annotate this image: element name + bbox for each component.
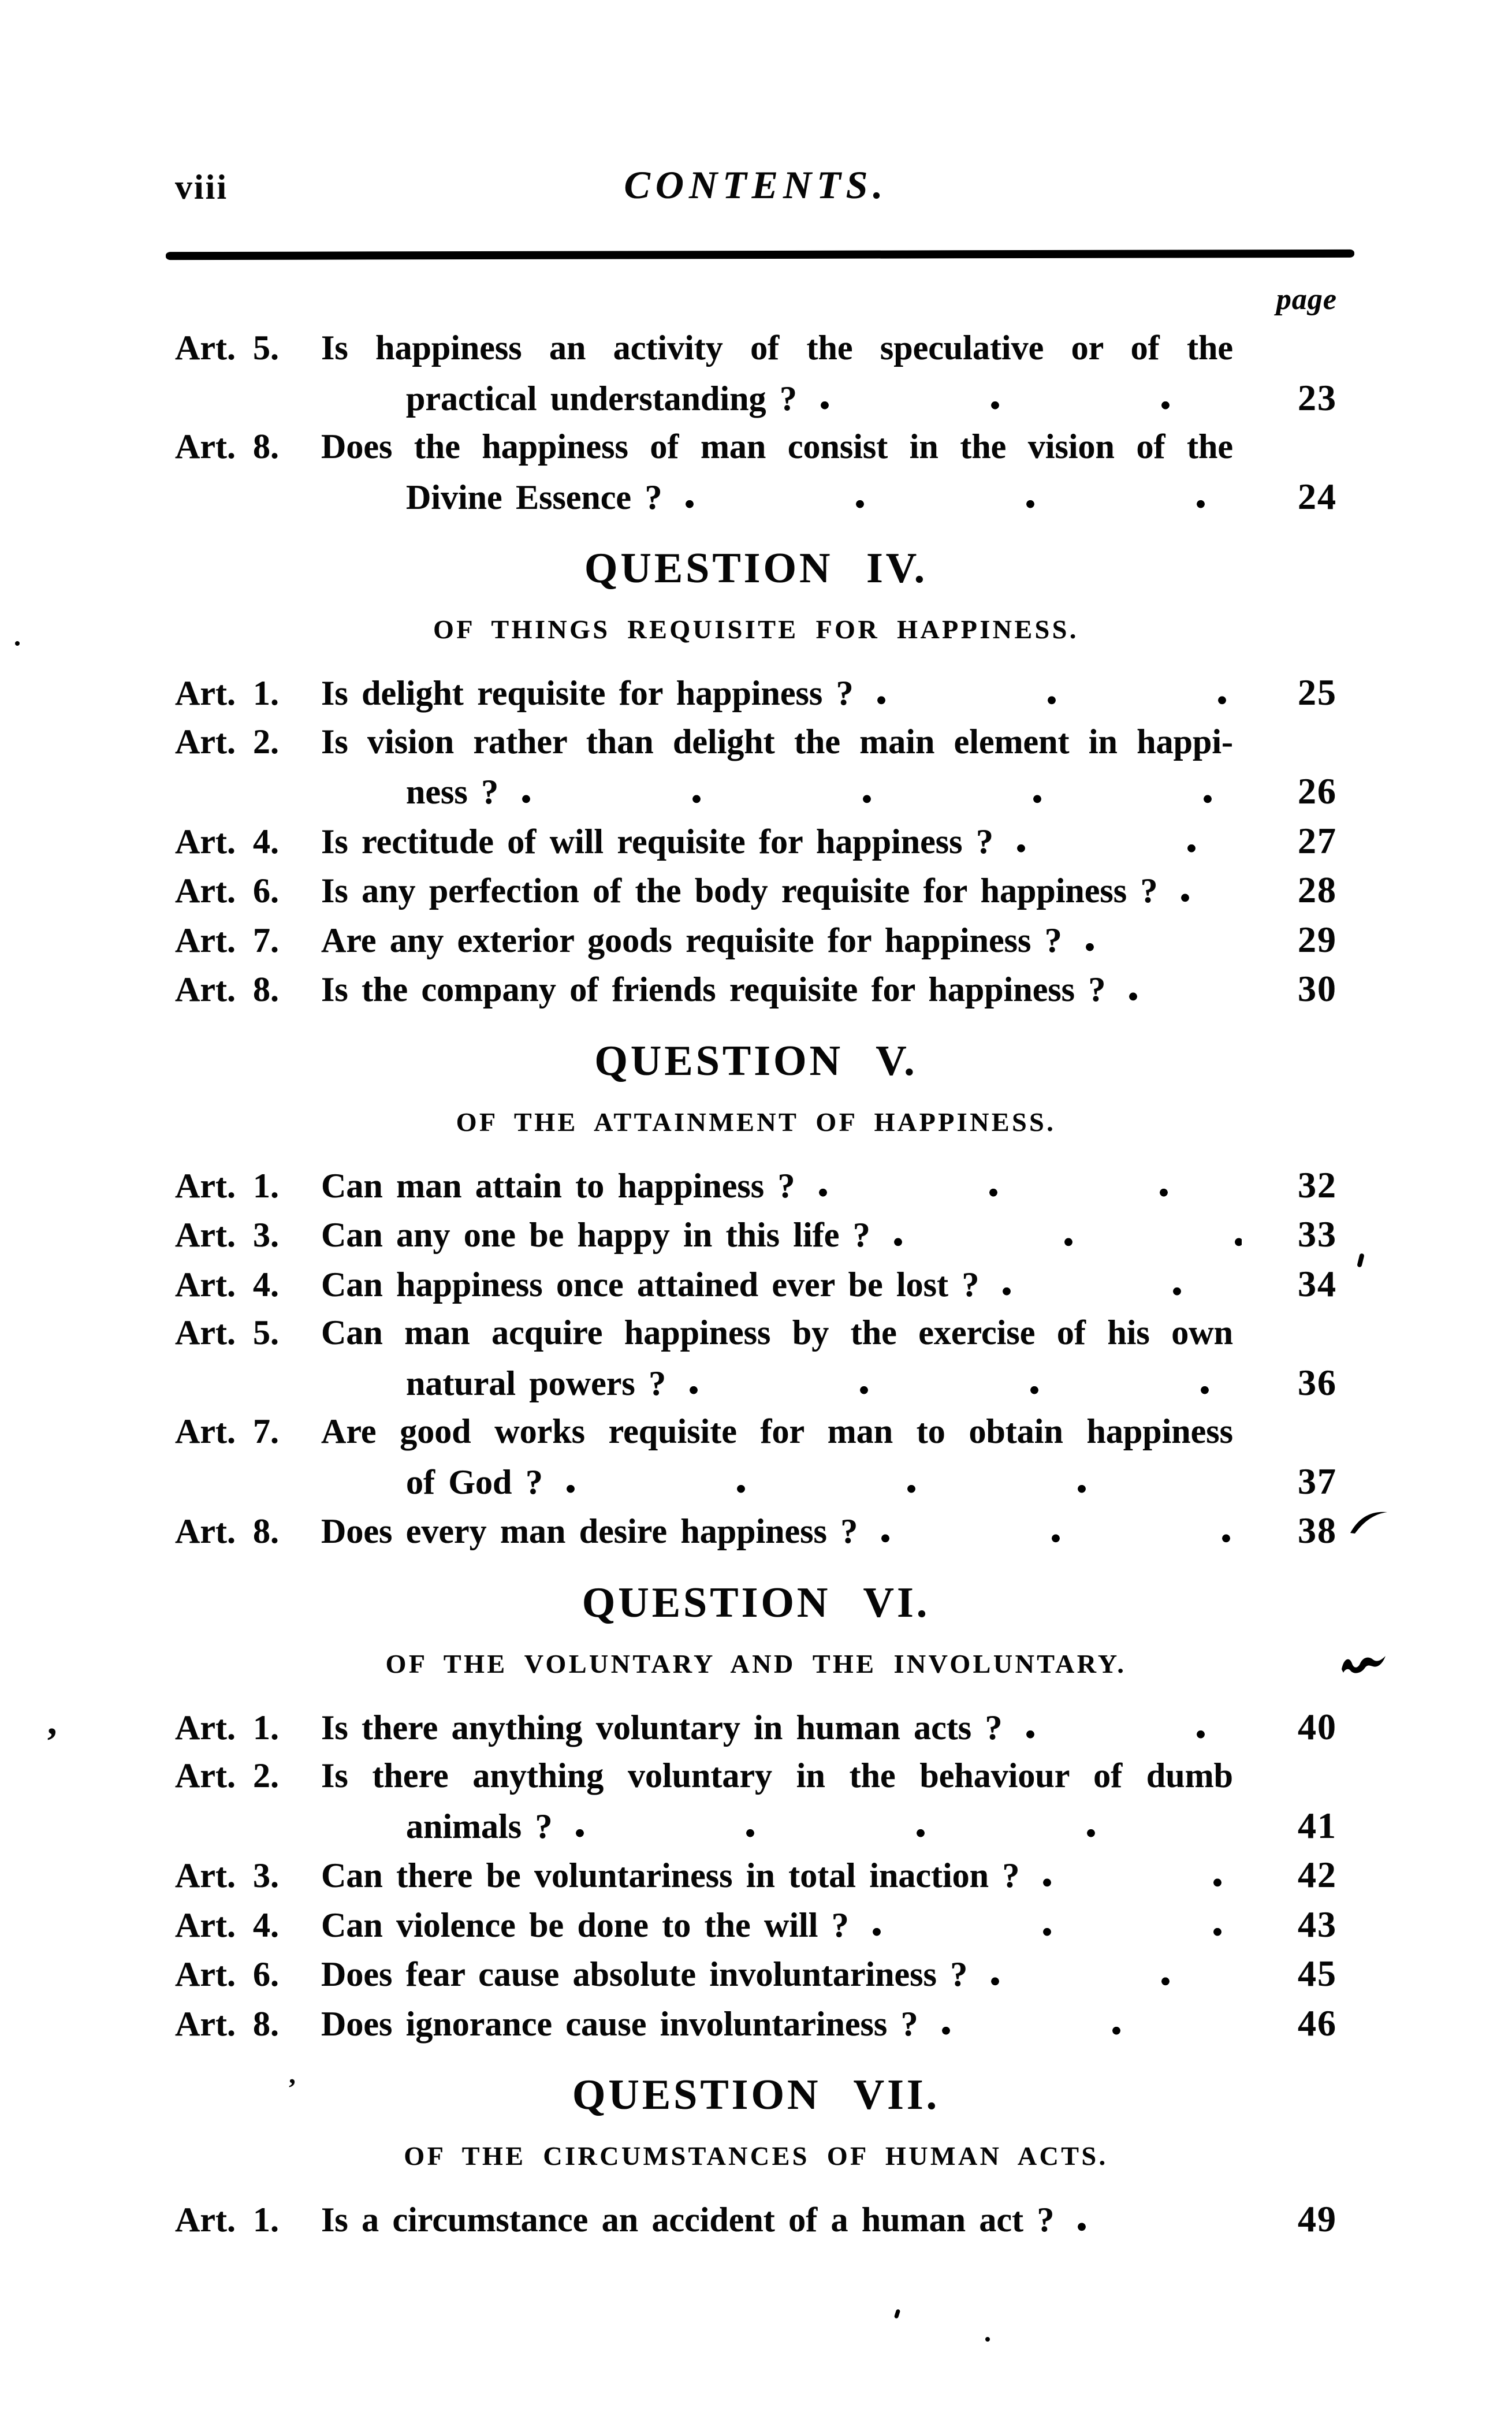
dot-leader xyxy=(1059,2194,1242,2244)
entry-text: Can any one be happy in this life ? xyxy=(321,1216,870,1254)
entry-text: Is a circumstance an accident of a human act ? xyxy=(321,2201,1055,2239)
toc-row xyxy=(175,964,1337,1014)
entry-text: natural powers ? xyxy=(406,1364,666,1402)
entry-text: Does ignorance cause involuntariness ? xyxy=(321,2004,918,2043)
entry-text: Can man attain to happiness ? xyxy=(321,1166,795,1205)
article-label: Art. 2. xyxy=(175,722,279,761)
ink-mark-speck-2 xyxy=(985,2337,990,2342)
article-label: Art. 7. xyxy=(175,921,279,959)
page-number: 49 xyxy=(1298,2198,1337,2239)
dot-leader xyxy=(671,1358,1242,1408)
dot-leader xyxy=(854,1900,1242,1949)
entry-text: Is any perfection of the body requisite for happiness ? xyxy=(321,872,1158,910)
dot-leader xyxy=(557,1801,1242,1851)
article-label: Art. 5. xyxy=(175,1313,279,1352)
entry-text: Is vision rather than delight the main element in happi- xyxy=(321,722,1233,761)
article-label: Art. 1. xyxy=(175,2201,279,2239)
page-number: 34 xyxy=(1298,1263,1337,1304)
dot-leader xyxy=(1067,915,1242,965)
entry-text: Does the happiness of man consist in the vision of the xyxy=(321,427,1233,466)
question-subtitle: OF THINGS REQUISITE FOR HAPPINESS. xyxy=(433,615,1079,644)
page-number: 29 xyxy=(1298,918,1337,960)
question-heading: QUESTION VI. xyxy=(582,1579,930,1627)
toc-row xyxy=(175,1407,1337,1457)
question-heading: QUESTION V. xyxy=(594,1037,918,1085)
toc-row xyxy=(175,668,1337,717)
entry-text: Can violence be done to the will ? xyxy=(321,1905,849,1944)
section-entries xyxy=(175,1702,1337,2048)
page-number: 43 xyxy=(1298,1903,1337,1945)
entry-text: Is delight requisite for happiness ? xyxy=(321,674,854,712)
entry-text: Is rectitude of will requisite for happiness ? xyxy=(321,822,993,861)
section xyxy=(175,1581,1337,2048)
article-label: Art. 3. xyxy=(175,1856,279,1895)
ink-mark-stray-comma xyxy=(47,1703,57,1741)
page-number: 46 xyxy=(1298,2002,1337,2044)
page-number: 41 xyxy=(1298,1804,1337,1846)
dot-leader xyxy=(998,816,1242,866)
toc-row xyxy=(175,766,1337,816)
article-label: Art. 8. xyxy=(175,970,279,1008)
page-number: 28 xyxy=(1298,869,1337,910)
toc-row xyxy=(175,1358,1337,1408)
article-label: Art. 5. xyxy=(175,329,279,367)
question-heading: QUESTION IV. xyxy=(584,545,928,592)
pen-check-icon xyxy=(1348,1506,1390,1534)
ink-mark-tick-after-34 xyxy=(1357,1253,1365,1267)
toc-row xyxy=(175,422,1337,472)
page-number: 38 xyxy=(1298,1510,1337,1551)
article-label: Art. 3. xyxy=(175,1216,279,1254)
article-label: Art. 6. xyxy=(175,1955,279,1993)
page-number: 37 xyxy=(1298,1460,1337,1502)
section-entries xyxy=(175,2194,1337,2244)
question-subtitle: OF THE VOLUNTARY AND THE INVOLUNTARY. xyxy=(385,1648,1127,1679)
dot-leader xyxy=(1110,964,1242,1014)
page-number: 32 xyxy=(1298,1164,1337,1205)
article-label: Art. 8. xyxy=(175,1512,279,1550)
toc-entries-top xyxy=(175,323,1337,521)
toc-row xyxy=(175,1308,1337,1358)
running-head: CONTENTS. xyxy=(624,163,888,207)
page-column-label: page xyxy=(1276,283,1337,316)
page-number: 26 xyxy=(1298,771,1337,812)
page-number: 36 xyxy=(1298,1361,1337,1403)
toc-row xyxy=(175,915,1337,965)
article-label: Art. 2. xyxy=(175,1756,279,1795)
question-subtitle: OF THE CIRCUMSTANCES OF HUMAN ACTS. xyxy=(404,2141,1108,2171)
page-number: 40 xyxy=(1298,1706,1337,1747)
page-number: 25 xyxy=(1298,672,1337,713)
ink-mark-left-dot xyxy=(15,641,20,646)
dot-leader xyxy=(923,1998,1242,2048)
toc-row xyxy=(175,1850,1337,1900)
entry-text: Divine Essence ? xyxy=(406,478,662,516)
toc-row xyxy=(175,1702,1337,1752)
toc xyxy=(175,323,1337,2244)
toc-row xyxy=(175,1801,1337,1851)
entry-text: Does fear cause absolute involuntariness ? xyxy=(321,1955,968,1993)
toc-row xyxy=(175,865,1337,915)
toc-row xyxy=(175,1900,1337,1949)
entry-text: practical understanding ? xyxy=(406,379,797,418)
article-label: Art. 4. xyxy=(175,1905,279,1944)
page-number: 30 xyxy=(1298,968,1337,1009)
article-label: Art. 8. xyxy=(175,2004,279,2043)
header-rule xyxy=(166,250,1354,260)
toc-row xyxy=(175,1457,1337,1506)
page-number: 23 xyxy=(1298,377,1337,418)
toc-row xyxy=(175,373,1337,423)
page-number: 27 xyxy=(1298,820,1337,861)
article-label: Art. 6. xyxy=(175,872,279,910)
ink-mark-stray-apostrophe xyxy=(288,2075,296,2101)
article-label: Art. 4. xyxy=(175,822,279,861)
dot-leader xyxy=(858,668,1242,717)
entry-text: Can there be voluntariness in total inaction ? xyxy=(321,1856,1020,1895)
toc-row xyxy=(175,1209,1337,1259)
article-label: Art. 4. xyxy=(175,1265,279,1304)
page-number: 33 xyxy=(1298,1214,1337,1255)
dot-leader xyxy=(1007,1702,1242,1752)
toc-row xyxy=(175,2194,1337,2244)
dot-leader xyxy=(503,766,1242,816)
question-subtitle: OF THE ATTAINMENT OF HAPPINESS. xyxy=(456,1107,1056,1137)
dot-leader xyxy=(1162,865,1242,915)
section xyxy=(175,546,1337,1014)
entry-text: Is happiness an activity of the speculative or of the xyxy=(321,329,1233,367)
toc-row xyxy=(175,816,1337,866)
ink-mark-pen-squiggle xyxy=(1340,1651,1388,1680)
dot-leader xyxy=(802,373,1242,423)
entry-text: Are any exterior goods requisite for happiness ? xyxy=(321,921,1062,959)
toc-row xyxy=(175,1751,1337,1801)
page-number: 45 xyxy=(1298,1953,1337,1994)
dot-leader xyxy=(862,1506,1242,1555)
entry-text: of God ? xyxy=(406,1462,543,1501)
entry-text: Is the company of friends requisite for happiness ? xyxy=(321,970,1106,1008)
entry-text: animals ? xyxy=(406,1807,553,1845)
section-entries xyxy=(175,1160,1337,1555)
dot-leader xyxy=(800,1160,1242,1210)
article-label: Art. 1. xyxy=(175,674,279,712)
toc-row xyxy=(175,1998,1337,2048)
article-label: Art. 1. xyxy=(175,1166,279,1205)
toc-row xyxy=(175,717,1337,767)
dot-leader xyxy=(548,1457,1242,1506)
section xyxy=(175,1039,1337,1555)
entry-text: ness ? xyxy=(406,773,499,811)
page-number: 24 xyxy=(1298,475,1337,517)
ink-mark-pen-check-after-38 xyxy=(1348,1506,1390,1537)
question-heading: QUESTION VII. xyxy=(572,2071,940,2119)
entry-text: Is there anything voluntary in human acts ? xyxy=(321,1708,1003,1747)
toc-row xyxy=(175,1506,1337,1555)
entry-text: Are good works requisite for man to obtain happiness xyxy=(321,1412,1233,1450)
dot-leader xyxy=(875,1209,1242,1259)
pen-squiggle-icon xyxy=(1340,1651,1388,1677)
toc-row xyxy=(175,472,1337,522)
dot-leader xyxy=(984,1259,1242,1309)
dot-leader xyxy=(972,1949,1242,1998)
section-entries xyxy=(175,668,1337,1014)
page-folio: viii xyxy=(175,168,229,206)
entry-text: Can man acquire happiness by the exercise of his own xyxy=(321,1313,1233,1352)
article-label: Art. 7. xyxy=(175,1412,279,1450)
dot-leader xyxy=(1024,1850,1242,1900)
article-label: Art. 8. xyxy=(175,427,279,466)
page-number: 42 xyxy=(1298,1854,1337,1895)
entry-text: Is there anything voluntary in the behaviour of dumb xyxy=(321,1756,1233,1795)
ink-mark-speck-1 xyxy=(894,2309,901,2318)
toc-row xyxy=(175,1949,1337,1998)
entry-text: Does every man desire happiness ? xyxy=(321,1512,858,1550)
dot-leader xyxy=(666,472,1242,522)
toc-row xyxy=(175,1259,1337,1309)
toc-sections xyxy=(175,546,1337,2244)
entry-text: Can happiness once attained ever be lost ? xyxy=(321,1265,980,1304)
article-label: Art. 1. xyxy=(175,1708,279,1747)
toc-row xyxy=(175,323,1337,373)
toc-row xyxy=(175,1160,1337,1210)
section xyxy=(175,2073,1337,2244)
